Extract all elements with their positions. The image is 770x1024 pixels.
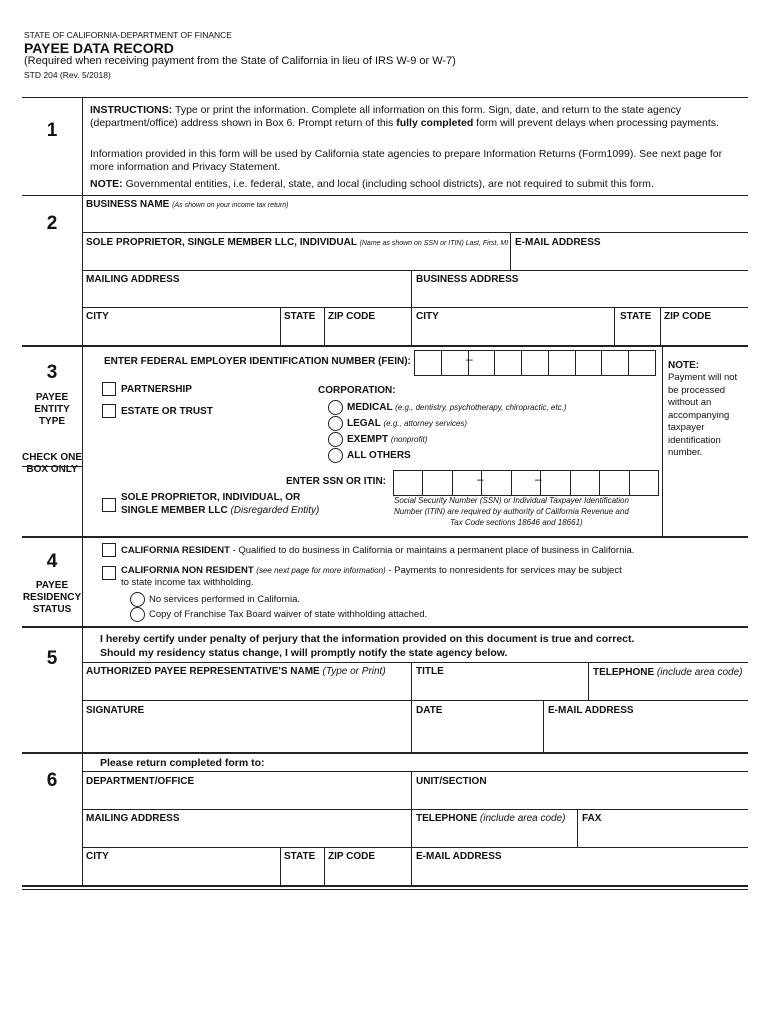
nonresident-text: CALIFORNIA NON RESIDENT (see next page for more information) - Payments to nonresidents for services may be subject (121, 565, 622, 576)
telephone-label-6: TELEPHONE (include area code) (416, 813, 566, 824)
waiver-label: Copy of Franchise Tax Board waiver of state withholding attached. (149, 609, 428, 620)
fein-label: ENTER FEDERAL EMPLOYER IDENTIFICATION NUMBER (FEIN): (104, 356, 411, 367)
rule (411, 662, 412, 752)
section-4-number: 4 (46, 551, 58, 572)
rule (22, 466, 82, 467)
state-label-6: STATE (284, 851, 316, 862)
resident-checkbox[interactable] (102, 543, 116, 557)
telephone-label: TELEPHONE (include area code) (593, 667, 743, 678)
city-label-2: CITY (416, 311, 439, 322)
rule (82, 232, 748, 233)
info-text: Information provided in this form will be used by California state agencies to prepare Information Returns (Form1099). See next page for more information and Privacy Statement. (90, 148, 723, 173)
corporation-label: CORPORATION: (318, 385, 396, 396)
residency-title: PAYEE RESIDENCY STATUS (22, 580, 82, 615)
rule (543, 700, 544, 752)
sole-prop-label: SOLE PROPRIETOR, SINGLE MEMBER LLC, INDIVIDUAL (Name as shown on SSN or ITIN) Last, First, MI (86, 237, 509, 248)
exempt-radio[interactable] (328, 432, 343, 447)
rule (82, 700, 748, 701)
certify-line-2: Should my residency status change, I will promptly notify the state agency below. (100, 647, 508, 659)
note-body: Governmental entities, i.e. federal, state, and local (including school districts), are not required to submit this form. (125, 178, 654, 190)
note-text (90, 178, 740, 191)
email-label: E-MAIL ADDRESS (515, 237, 601, 248)
nonresident-checkbox[interactable] (102, 566, 116, 580)
city-field-2[interactable] (413, 324, 612, 342)
business-name-label: BUSINESS NAME (As shown on your income tax return) (86, 199, 289, 210)
unit-field[interactable] (413, 789, 744, 807)
sole-prop-checkbox[interactable] (102, 498, 116, 512)
department-label: DEPARTMENT/OFFICE (86, 776, 195, 787)
note-title: NOTE: (668, 360, 700, 371)
date-field[interactable] (413, 718, 541, 748)
rule (324, 847, 325, 886)
mailing-label-6: MAILING ADDRESS (86, 813, 180, 824)
entity-type-title: PAYEE ENTITY TYPE (34, 392, 70, 427)
frame-top-rule (22, 97, 748, 98)
email-field[interactable] (512, 250, 744, 268)
instructions-part-b: form will prevent delays when processing payments. (476, 117, 719, 129)
mailing-address-label: MAILING ADDRESS (86, 274, 180, 285)
ssn-input[interactable] (393, 470, 659, 496)
form-title: PAYEE DATA RECORD (24, 40, 174, 56)
section-5-bottom-rule (22, 752, 748, 754)
partnership-label: PARTNERSHIP (121, 384, 192, 395)
state-label: STATE (284, 311, 316, 322)
legal-radio[interactable] (328, 416, 343, 431)
fein-input[interactable] (414, 350, 656, 376)
medical-label: MEDICAL (e.g., dentistry, psychotherapy, chiropractic, etc.) (347, 402, 567, 413)
state-field-2[interactable] (616, 324, 658, 342)
email-field-6[interactable] (413, 864, 744, 882)
city-label-6: CITY (86, 851, 109, 862)
ssn-dash-2: – (535, 472, 542, 486)
state-field-6[interactable] (282, 864, 322, 882)
instructions-bold: fully completed (396, 117, 474, 129)
rule (82, 662, 748, 663)
ssn-dash-1: – (477, 472, 484, 486)
all-others-label: ALL OTHERS (347, 450, 411, 461)
rule (82, 847, 748, 848)
zip-label-6: ZIP CODE (328, 851, 376, 862)
exempt-label: EXEMPT (nonprofit) (347, 434, 428, 445)
frame-bottom-rule (22, 885, 748, 887)
telephone-field-6[interactable] (413, 826, 575, 844)
fax-field[interactable] (579, 826, 744, 844)
rule (324, 307, 325, 345)
zip-label: ZIP CODE (328, 311, 376, 322)
fax-label: FAX (582, 813, 602, 824)
fein-dash: – (466, 352, 473, 366)
waiver-radio[interactable] (130, 607, 145, 622)
no-services-radio[interactable] (130, 592, 145, 607)
ssn-note-2: Number (ITIN) are required by authority of California Revenue and (394, 507, 629, 516)
note-label: NOTE: (90, 178, 123, 190)
legal-label: LEGAL (e.g., attorney services) (347, 418, 468, 429)
note-body: Payment will not be processed without an accompanying taxpayer identification number. (668, 372, 738, 458)
mailing-field-6[interactable] (84, 826, 409, 844)
rule (82, 809, 748, 810)
estate-label: ESTATE OR TRUST (121, 406, 213, 417)
instructions-text (90, 104, 740, 130)
medical-radio[interactable] (328, 400, 343, 415)
instructions-label: INSTRUCTIONS: (90, 104, 173, 116)
ssn-label: ENTER SSN OR ITIN: (286, 476, 387, 487)
section-1-bottom-rule (22, 195, 748, 196)
signature-label: SIGNATURE (86, 705, 145, 716)
rule (662, 345, 663, 536)
instructions-part-a: Type or print the information. Complete all information on this form. Sign, date, and return to the state agency (department/office) address shown in Box 6. Prompt return of this (90, 104, 682, 129)
zip-field[interactable] (326, 324, 409, 342)
city-field-6[interactable] (84, 864, 278, 882)
nonresident-text-2: to state income tax withholding. (121, 577, 254, 588)
zip-label-2: ZIP CODE (664, 311, 712, 322)
telephone-field[interactable] (590, 680, 744, 698)
signature-field[interactable] (84, 718, 409, 748)
rule (510, 232, 511, 270)
sole-prop-line1: SOLE PROPRIETOR, INDIVIDUAL, OR (121, 492, 301, 503)
agency-name: STATE OF CALIFORNIA-DEPARTMENT OF FINANCE (24, 30, 232, 40)
title-label: TITLE (416, 666, 444, 677)
ssn-note-3: Tax Code sections 18646 and 18661) (450, 518, 583, 527)
email-label-6: E-MAIL ADDRESS (416, 851, 502, 862)
all-others-radio[interactable] (328, 448, 343, 463)
sole-prop-line2: SINGLE MEMBER LLC (Disregarded Entity) (121, 505, 320, 516)
partnership-checkbox[interactable] (102, 382, 116, 396)
rule (82, 771, 748, 772)
rep-name-label: AUTHORIZED PAYEE REPRESENTATIVE'S NAME (Type or Print) (86, 666, 386, 677)
rule (411, 771, 412, 886)
section-4-bottom-rule (22, 626, 748, 628)
rule (280, 847, 281, 886)
return-label: Please return completed form to: (100, 757, 265, 769)
resident-text: CALIFORNIA RESIDENT - Qualified to do business in California or maintains a permanent place of business in California. (121, 545, 635, 556)
rule (577, 809, 578, 847)
zip-field-2[interactable] (662, 324, 744, 342)
title-field[interactable] (413, 679, 586, 697)
email-field-5[interactable] (545, 718, 744, 748)
rule (82, 307, 748, 308)
business-address-field[interactable] (413, 287, 744, 305)
mailing-address-field[interactable] (84, 287, 409, 305)
ssn-note-1: Social Security Number (SSN) or Individual Taxpayer Identification (394, 496, 629, 505)
section-2-bottom-rule (22, 345, 748, 347)
state-field[interactable] (282, 324, 322, 342)
section-2-number: 2 (46, 213, 58, 234)
sole-prop-field[interactable] (84, 250, 508, 268)
form-subtitle: (Required when receiving payment from the State of California in lieu of IRS W-9 or W-7) (24, 55, 456, 67)
business-address-label: BUSINESS ADDRESS (416, 274, 519, 285)
city-label: CITY (86, 311, 109, 322)
city-field[interactable] (84, 324, 278, 342)
rule (280, 307, 281, 345)
frame-bottom-rule-2 (22, 889, 748, 890)
rep-name-field[interactable] (84, 679, 409, 697)
department-field[interactable] (84, 789, 409, 807)
section-1-number: 1 (46, 120, 58, 141)
section-6-number: 6 (46, 770, 58, 791)
certify-line-1: I hereby certify under penalty of perjury that the information provided on this document is true and correct. (100, 633, 635, 645)
rule (660, 307, 661, 345)
no-services-label: No services performed in California. (149, 594, 301, 605)
business-name-field[interactable] (84, 212, 744, 230)
zip-field-6[interactable] (326, 864, 409, 882)
rule (588, 662, 589, 700)
section-3-bottom-rule (22, 536, 748, 538)
section-5-number: 5 (46, 648, 58, 669)
rule (614, 307, 615, 345)
email-label-5: E-MAIL ADDRESS (548, 705, 634, 716)
state-label-2: STATE (620, 311, 652, 322)
section-3-number: 3 (46, 362, 58, 383)
form-id: STD 204 (Rev. 5/2018) (24, 70, 111, 80)
estate-checkbox[interactable] (102, 404, 116, 418)
unit-label: UNIT/SECTION (416, 776, 487, 787)
date-label: DATE (416, 705, 443, 716)
check-one-box: CHECK ONE BOX ONLY (21, 452, 82, 475)
label-column-divider (82, 97, 83, 886)
rule (82, 270, 748, 271)
